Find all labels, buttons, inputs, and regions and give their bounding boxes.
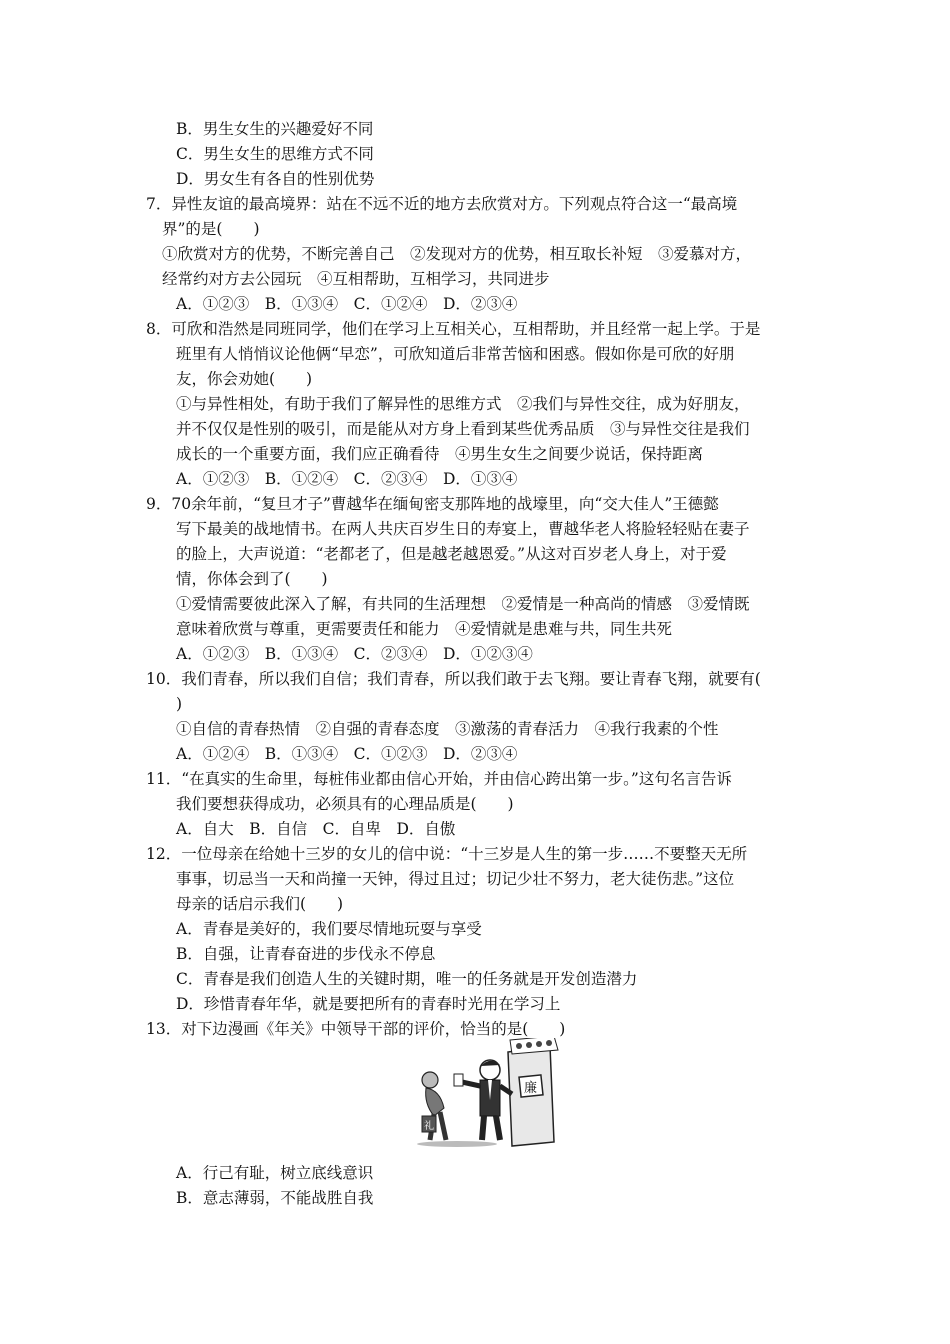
q9-stem-cont-1: 写下最美的战地情书。在两人共庆百岁生日的寿宴上，曹越华老人将脸轻轻贴在妻子 <box>176 520 750 538</box>
q8-items: ①与异性相处，有助于我们了解异性的思维方式 ②我们与异性交往，成为好朋友， <box>176 395 750 413</box>
cartoon-illustration <box>412 1038 562 1150</box>
q11-stem-cont: 我们要想获得成功，必须具有的心理品质是( ) <box>176 795 514 813</box>
q9-items: ①爱情需要彼此深入了解，有共同的生活理想 ②爱情是一种高尚的情感 ③爱情既 <box>176 595 750 613</box>
q10-choices: A．①②④ B．①③④ C．①②③ D．②③④ <box>176 745 518 763</box>
q8-stem-cont-2: 友，你会劝她( ) <box>176 370 313 388</box>
cartoon-nianguan <box>412 1038 562 1150</box>
q8-stem-cont-1: 班里有人悄悄议论他俩“早恋”，可欣知道后非常苦恼和困惑。假如你是可欣的好朋 <box>176 345 735 363</box>
q12-stem: 12．一位母亲在给她十三岁的女儿的信中说：“十三岁是人生的第一步……不要整天无所 <box>146 845 748 863</box>
q7-stem-cont: 界”的是( ) <box>162 220 260 238</box>
q8-stem: 8．可欣和浩然是同班同学，他们在学习上互相关心，互相帮助，并且经常一起上学。于是 <box>146 320 761 338</box>
q7-items-cont: 经常约对方去公园玩 ④互相帮助，互相学习，共同进步 <box>162 270 550 288</box>
q12-stem-cont-2: 母亲的话启示我们( ) <box>176 895 344 913</box>
q9-stem-cont-2: 的脸上，大声说道：“老都老了，但是越老越恩爱。”从这对百岁老人身上，对于爱 <box>176 545 727 563</box>
q12-stem-cont-1: 事事，切忌当一天和尚撞一天钟，得过且过；切记少壮不努力，老大徒伤悲。”这位 <box>176 870 735 888</box>
q12-option-a: A．青春是美好的，我们要尽情地玩耍与享受 <box>176 920 482 938</box>
q12-option-c: C．青春是我们创造人生的关键时期，唯一的任务就是开发创造潜力 <box>176 970 638 988</box>
q11-choices: A．自大 B．自信 C．自卑 D．自傲 <box>176 820 456 838</box>
q9-items-cont: 意味着欣赏与尊重，更需要责任和能力 ④爱情就是患难与共，同生共死 <box>176 620 673 638</box>
q10-items: ①自信的青春热情 ②自强的青春态度 ③激荡的青春活力 ④我行我素的个性 <box>176 720 719 738</box>
q9-choices: A．①②③ B．①③④ C．②③④ D．①②③④ <box>176 645 533 663</box>
q13-stem: 13．对下边漫画《年关》中领导干部的评价，恰当的是( ) <box>146 1020 566 1038</box>
q13-option-b: B．意志薄弱，不能战胜自我 <box>176 1189 374 1207</box>
q6-option-d: D．男女生有各自的性别优势 <box>176 170 375 188</box>
gift-bag-label-text: 礼 <box>424 1121 434 1132</box>
q11-stem: 11．“在真实的生命里，每桩伟业都由信心开始，并由信心跨出第一步。”这句名言告诉 <box>146 770 732 788</box>
q7-choices: A．①②③ B．①③④ C．①②④ D．②③④ <box>176 295 518 313</box>
q8-choices: A．①②③ B．①②④ C．②③④ D．①③④ <box>176 470 518 488</box>
q7-stem: 7．异性友谊的最高境界：站在不远不近的地方去欣赏对方。下列观点符合这一“最高境 <box>146 195 738 213</box>
q8-items-cont-2: 成长的一个重要方面，我们应正确看待 ④男生女生之间要少说话，保持距离 <box>176 445 704 463</box>
q8-items-cont-1: 并不仅仅是性别的吸引，而是能从对方身上看到某些优秀品质 ③与异性交往是我们 <box>176 420 750 438</box>
q6-option-b: B．男生女生的兴趣爱好不同 <box>176 120 374 138</box>
q7-items: ①欣赏对方的优势，不断完善自己 ②发现对方的优势，相互取长补短 ③爱慕对方， <box>162 245 752 263</box>
q12-option-b: B．自强，让青春奋进的步伐永不停息 <box>176 945 436 963</box>
q10-stem-cont: ) <box>176 695 183 713</box>
q9-stem-cont-3: 情，你体会到了( ) <box>176 570 328 588</box>
q10-stem: 10．我们青春，所以我们自信；我们青春，所以我们敢于去飞翔。要让青春飞翔，就要有( <box>146 670 761 688</box>
q13-option-a: A．行己有耻，树立底线意识 <box>176 1164 374 1182</box>
q12-option-d: D．珍惜青春年华，就是要把所有的青春时光用在学习上 <box>176 995 561 1013</box>
q6-option-c: C．男生女生的思维方式不同 <box>176 145 374 163</box>
door-sign-text: 廉 <box>524 1081 538 1096</box>
q9-stem: 9．70余年前，“复旦才子”曹越华在缅甸密支那阵地的战壕里，向“交大佳人”王德懿 <box>146 495 719 513</box>
